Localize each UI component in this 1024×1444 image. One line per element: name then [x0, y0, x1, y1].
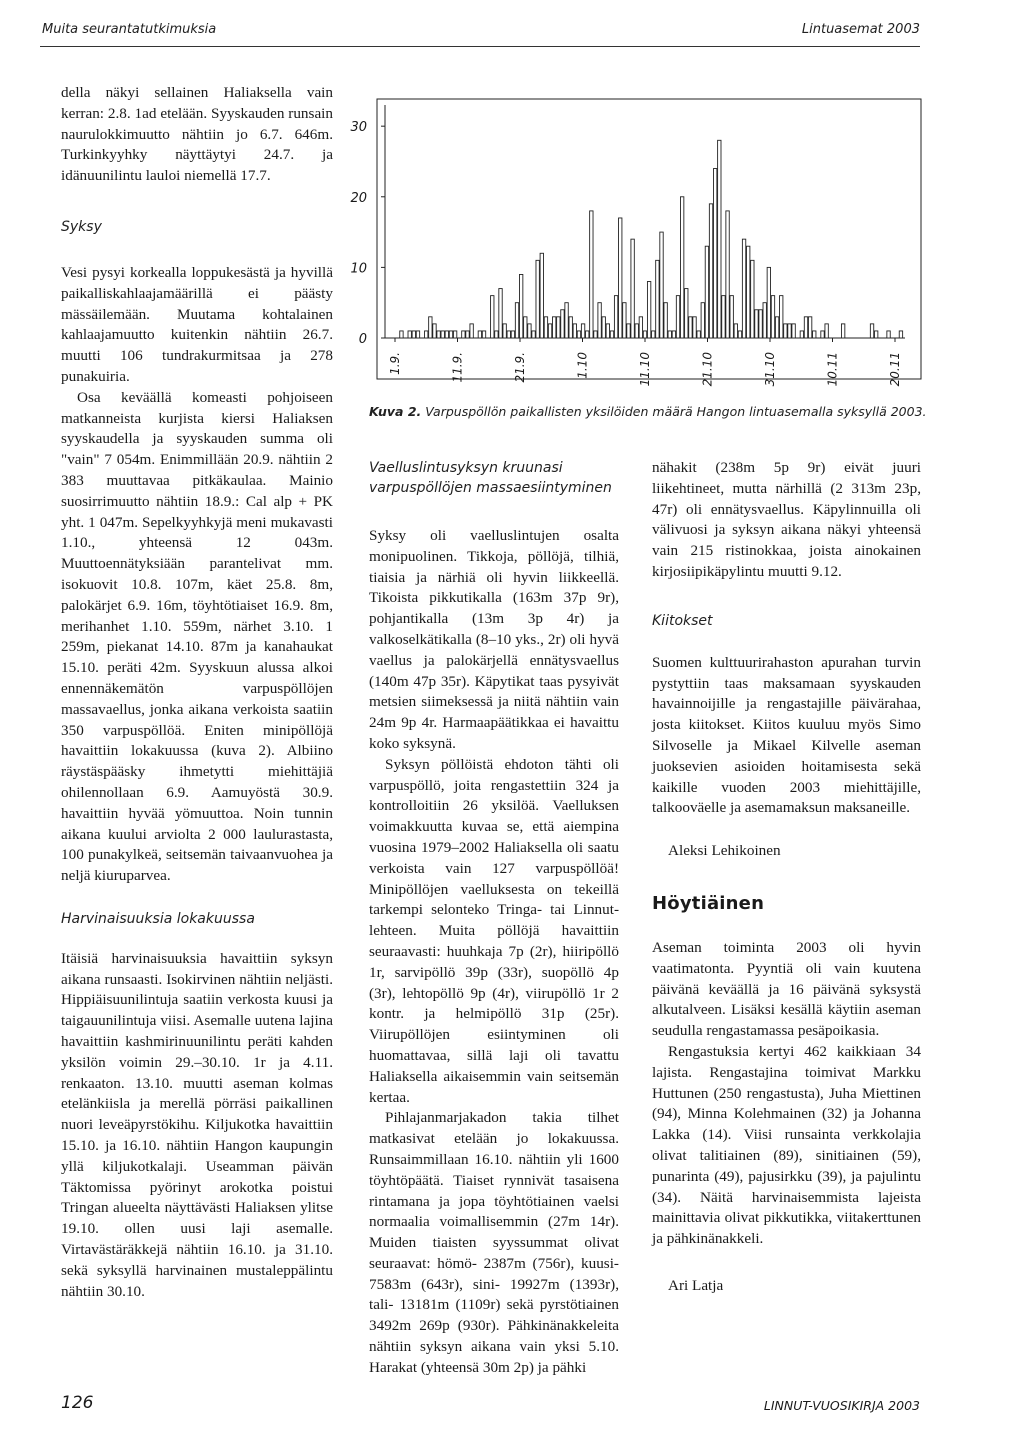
- bar-81: [722, 296, 725, 338]
- bar-78: [709, 204, 712, 338]
- bar-26: [495, 331, 498, 338]
- bar-97: [788, 324, 791, 338]
- bar-72: [685, 289, 688, 338]
- bar-75: [697, 331, 700, 338]
- column-2: [369, 458, 619, 1379]
- bar-53: [606, 324, 609, 338]
- running-header-publication: Lintuasemat 2003: [801, 22, 920, 37]
- bar-43: [565, 303, 568, 338]
- bar-106: [825, 324, 828, 338]
- bar-66: [660, 232, 663, 338]
- col3-paragraph-4: Rengastuksia kertyi 462 kaikkiaan 34 lajista. Rengastajina toimivat Markku Huttunen (250 rengastusta), Juha Miettinen (94), Minna Kolehmainen (32) ja Johanna Lakka (14). Viisi runsainta verkkolajia olivat talitiainen (89), sinitiainen (59), punarinta (49), pajusirkku (39), ja pajulintu (34). Näitä harvinaisemmista lajeista mainittavia olivat pikkutikka, viitakerttunen ja pähkinänakkeli.: [652, 1042, 921, 1248]
- section-heading-vaelluslintusyksy: Vaelluslintusyksyn kruunasi varpuspöllöjen massaesiintyminen: [369, 460, 612, 496]
- section-heading-syksy: Syksy: [61, 218, 102, 235]
- bar-121: [887, 331, 890, 338]
- bar-110: [841, 324, 844, 338]
- bar-79: [713, 169, 716, 338]
- bar-61: [639, 317, 642, 338]
- section-heading-hoytiainen: Höytiäinen: [652, 892, 765, 914]
- bar-13: [441, 331, 444, 338]
- bar-50: [594, 331, 597, 338]
- bar-41: [557, 317, 560, 338]
- bar-45: [573, 324, 576, 338]
- bar-18: [462, 331, 465, 338]
- col3-paragraph-3: Aseman toiminta 2003 oli hyvin vaatimatonta. Pyyntiä oli vain kuutena päivänä keväällä ja 16 päivänä syksystä alkutalveen. Lisäksi kesällä käytiin aseman seudulla rengastamassa pesäpoikasia.: [652, 938, 921, 1040]
- x-tick-label-7: 10.11: [825, 352, 840, 387]
- bar-117: [870, 324, 873, 338]
- bar-65: [656, 260, 659, 338]
- y-tick-label-0: 0: [358, 332, 367, 347]
- bar-83: [730, 296, 733, 338]
- bar-44: [569, 317, 572, 338]
- bar-3: [400, 331, 403, 338]
- bar-33: [524, 317, 527, 338]
- bar-52: [602, 317, 605, 338]
- x-tick-label-0: 1.9.: [388, 352, 402, 375]
- col3-paragraph-1: nähakit (238m 5p 9r) eivät juuri liikehtineet, mutta närhillä (2 313m 23p, 47r) oli ennätysvaellus. Käpylinnuilla oli välivuosi ja syksyn aikana näkyi yhteensä vain 215 ristinokkaa, joista ainokainen kirjosiipikäpylintu muutti 9.12.: [652, 459, 921, 580]
- bar-82: [726, 211, 729, 338]
- bar-68: [668, 331, 671, 338]
- bar-80: [718, 140, 721, 338]
- bar-71: [680, 197, 683, 338]
- x-tick-label-4: 11.10: [638, 352, 652, 387]
- bar-57: [623, 303, 626, 338]
- column-1: [61, 83, 333, 1302]
- bar-94: [775, 317, 778, 338]
- bar-30: [511, 331, 514, 338]
- bar-12: [437, 331, 440, 338]
- bar-19: [466, 331, 469, 338]
- bar-64: [652, 331, 655, 338]
- bar-105: [821, 331, 824, 338]
- bar-16: [453, 331, 456, 338]
- x-tick-label-3: 1.10: [575, 352, 590, 379]
- author-signature-2: Ari Latja: [668, 1276, 724, 1294]
- bar-70: [676, 296, 679, 338]
- bar-74: [693, 317, 696, 338]
- col2-paragraph-1: Syksy oli vaelluslintujen osalta monipuolinen. Tikkoja, pöllöjä, tilhiä, tiaisia ja närhiä oli hyvin liikkeellä. Tikoista pikkutikalla (163m 37p 9r), pohjantikalla (13m 3p 4r) ja valkoselkätikalla (8–10 yks., 2r) oli hyvä vaellus ja palokärjellä ennätysvaellus (140m 47p 35r). Käpytikat taas pysyivät metsien siimeksessä ja niitä nähtiin vain 24m 9p 4r. Harmaapäätikkaa ei havaittu koko syksynä.: [369, 527, 619, 752]
- bar-67: [664, 303, 667, 338]
- author-signature-1: Aleksi Lehikoinen: [668, 842, 781, 860]
- bar-96: [784, 324, 787, 338]
- col3-paragraph-2: Suomen kulttuurirahaston apurahan turvin pystyttiin taas maksamaan syyskauden havainnoijille ja rengastajille päivärahaa, josta kiitokset. Kiitos kuuluu myös Simo Silvoselle ja Mikael Kilvelle aseman juoksevien asioiden hoitamisesta sekä kaikille vuoden 2003 miehittäjille, talkooväelle ja asemamaksun maksaneille.: [652, 653, 921, 817]
- bar-35: [532, 331, 535, 338]
- x-tick-label-8: 20.11: [888, 352, 902, 387]
- bar-11: [433, 324, 436, 338]
- bar-118: [874, 331, 877, 338]
- bar-98: [792, 324, 795, 338]
- bar-5: [408, 331, 411, 338]
- bar-93: [771, 296, 774, 338]
- bar-31: [515, 303, 518, 338]
- x-tick-label-6: 31.10: [763, 352, 777, 387]
- bar-55: [614, 296, 617, 338]
- bar-73: [689, 317, 692, 338]
- bar-49: [590, 211, 593, 338]
- running-header-section: Muita seurantatutkimuksia: [42, 22, 217, 37]
- bar-101: [804, 317, 807, 338]
- bar-77: [705, 246, 708, 338]
- col1-paragraph-1: della näkyi sellainen Haliaksella vain kerran: 2.8. 1ad etelään. Syyskauden runsain naurulokkimuutto nähtiin jo 6.7. 646m. Turkinkyyhky näyttäytyi 24.7. ja idänuunilintu lauloi niemellä 17.7.: [61, 84, 333, 185]
- bar-14: [445, 331, 448, 338]
- bar-56: [619, 218, 622, 338]
- figure-caption-text: Varpuspöllön paikallisten yksilöiden määrä Hangon lintuasemalla syksyllä 2003.: [425, 404, 927, 419]
- bar-34: [528, 324, 531, 338]
- bar-84: [734, 324, 737, 338]
- bar-63: [647, 282, 650, 338]
- col1-paragraph-3: Osa keväällä komeasti pohjoiseen matkanneista kurjista kiersi Haliaksen syyskaudella ja syyskauden summa oli "vain" 7 054m. Enimmillään 20.9. nähtiin 2 383 muuttavaa pitkäkaulaa. Mainio suosirrimuutto nähtiin 18.9.: Cal alp + PK yht. 1 047m. Sepelkyyhkyjä meni mukavasti 1.10., yhteensä 12 043m. Muuttoennätyksiään parantelivat mm. isokuovit 10.8. 107m, käet 25.8. 8m, palokärjet 6.9. 16m, töyhtötiaiset 16.9. 8m, merihanhet 1.10. 559m, närhet 3.10. 1 259m, piekanat 14.10. 87m ja kanahaukat 15.10. peräti 42m. Syyskuun alussa alkoi ennennäkemätön varpuspöllöjen massavaellus, jonka aikana verkoista saatiin 350 varpuspöllöä. Eniten minipöllöjä havaittiin lokakuussa (kuva 2). Albiino räystäspääsky ihmetytti miehittäjiä ohilennollaan 6.9. Aamuyöstä 30.9. havaittiin hyvää yömuuttoa. Noin tunnin aikana kuului arviolta 2 000 laulurastasta, 100 punakylkeä, seitsemän taivaanvuohea ja neljä kiuruparvea.: [61, 388, 333, 885]
- x-tick-label-5: 21.10: [700, 352, 715, 387]
- col2-paragraph-2: Syksyn pöllöistä ehdoton tähti oli varpuspöllö, joita rengastettiin 324 ja kontrolloitiin 26 yksilöä. Vaelluksen voimakkuutta kuvaa se, että aiempina vuosina 1979–2002 Haliaksella oli saatu verkoista vain 127 varpuspöllöä! Minipöllöjen vaelluksesta on tekeillä tarkempi selonteko Tringa- tai Linnut-lehteen. Muita pöllöjä havaittiin seuraavasti: huuhkaja 7p (2r), hiiripöllö 1r, sarvipöllö 39p (33r), suopöllö 4p (3r), lehtopöllö 9p (4r), viirupöllö 1r 2 kontr. ja helmipöllö 31p (25r). Viirupöllöjen esiintyminen oli huomattavaa, sillä laji oli tavattu Haliaksella aikaisemmin vain seitsemän kertaa.: [369, 755, 619, 1106]
- bar-69: [672, 331, 675, 338]
- bar-37: [540, 253, 543, 338]
- bar-15: [449, 331, 452, 338]
- bar-54: [610, 331, 613, 338]
- bar-87: [747, 246, 750, 338]
- bar-40: [552, 317, 555, 338]
- bar-89: [755, 310, 758, 338]
- bar-22: [478, 331, 481, 338]
- header-rule: [40, 46, 920, 47]
- bar-38: [544, 317, 547, 338]
- bar-103: [813, 331, 816, 338]
- bar-7: [416, 331, 419, 338]
- bar-62: [643, 331, 646, 338]
- x-tick-label-2: 21.9.: [513, 352, 527, 383]
- section-heading-kiitokset: Kiitokset: [652, 612, 713, 629]
- y-tick-label-10: 10: [350, 261, 367, 277]
- figure-caption: [369, 404, 929, 419]
- bar-90: [759, 310, 762, 338]
- bar-51: [598, 303, 601, 338]
- bar-20: [470, 324, 473, 338]
- page-number: 126: [61, 1393, 94, 1413]
- bar-27: [499, 289, 502, 338]
- bar-124: [899, 331, 902, 338]
- column-3: [652, 458, 921, 1297]
- bar-88: [751, 260, 754, 338]
- bar-91: [763, 303, 766, 338]
- journal-name: LINNUT-VUOSIKIRJA 2003: [763, 1398, 920, 1413]
- bar-102: [808, 317, 811, 338]
- y-tick-label-30: 30: [350, 120, 367, 136]
- bar-95: [780, 296, 783, 338]
- bar-28: [503, 324, 506, 338]
- col1-paragraph-2: Vesi pysyi korkealla loppukesästä ja hyvillä paikalliskahlaajamäärillä ei päästy mässäilemään. Muutama kohtalainen kahlaajamuutto kuitenkin nähtiin 26.7. muutti 106 tundrakurmitsaa ja 278 punakuiria.: [61, 263, 333, 385]
- bar-86: [742, 239, 745, 338]
- bar-36: [536, 260, 539, 338]
- figure-caption-label: Kuva 2.: [369, 404, 422, 419]
- bar-29: [507, 331, 510, 338]
- section-heading-harvinaisuuksia: Harvinaisuuksia lokakuussa: [61, 910, 255, 927]
- bar-92: [767, 267, 770, 338]
- bar-42: [561, 310, 564, 338]
- varpuspollo-bar-chart: [345, 95, 925, 415]
- bar-59: [631, 239, 634, 338]
- bar-25: [491, 296, 494, 338]
- col1-paragraph-4: Itäisiä harvinaisuuksia havaittiin syksyn aikana runsaasti. Isokirvinen nähtiin neljästi. Hippiäisuunilintuja saatiin verkosta kuusi ja taigauunilintuja viisi. Asemalle uutena lajina havaittiin kashmirinuunilintu peräti kahden yksilön voimin 29.–30.10. 1r ja 4.11. renkaaton. 13.10. muutti aseman kolmas etelänkiisla ja merellä pörräsi paikallinen nuori leveäpyrstökihu. Kiljukotka havaittiin 15.10. ja 16.10. nähtiin Hangon kaupungin yllä kiljukotkalaji. Useamman päivän Täktomissa pyörinyt arokotka poistui Tringan alueelta näyttävästi Haliaksen ylitse 19.10. ollen uusi laji asemalle. Virtavästäräkkejä nähtiin 16.10. ja 31.10. sekä syksyllä harvinainen mustaleppälintu nähtiin 30.10.: [61, 949, 333, 1300]
- bar-39: [548, 324, 551, 338]
- col2-paragraph-3: Pihlajanmarjakadon takia tilhet matkasivat etelään jo lokakuussa. Runsaimmillaan 16.10. nähtiin yli 1600 töyhtöpäätä. Tiaiset rynnivät tasaisena rintamana ja jopa töyhtötiainen vaelsi normaalia voimallisemmin (27m 14r). Muiden tiaisten syyssummat olivat seuraavat: hömö- 2387m (756r), kuusi- 7583m (643r), sini- 19927m (1393r), tali- 13181m (1109r) sekä pyrstötiainen 3492m 269p (930r). Pähkinänakkeleita nähtiin syksyn aikana vain yksi 5.10. Harakat (yhteensä 30m 2p) ja pähki: [369, 1109, 619, 1376]
- bar-32: [519, 274, 522, 338]
- bar-76: [701, 303, 704, 338]
- bar-47: [581, 324, 584, 338]
- bar-6: [412, 331, 415, 338]
- bar-60: [635, 324, 638, 338]
- bar-9: [425, 331, 428, 338]
- y-tick-label-20: 20: [350, 190, 367, 206]
- bar-46: [577, 331, 580, 338]
- bar-58: [627, 324, 630, 338]
- x-tick-label-1: 11.9.: [450, 352, 465, 383]
- bar-23: [482, 331, 485, 338]
- bar-10: [429, 317, 432, 338]
- bar-48: [586, 331, 589, 338]
- bar-85: [738, 331, 741, 338]
- bar-100: [800, 331, 803, 338]
